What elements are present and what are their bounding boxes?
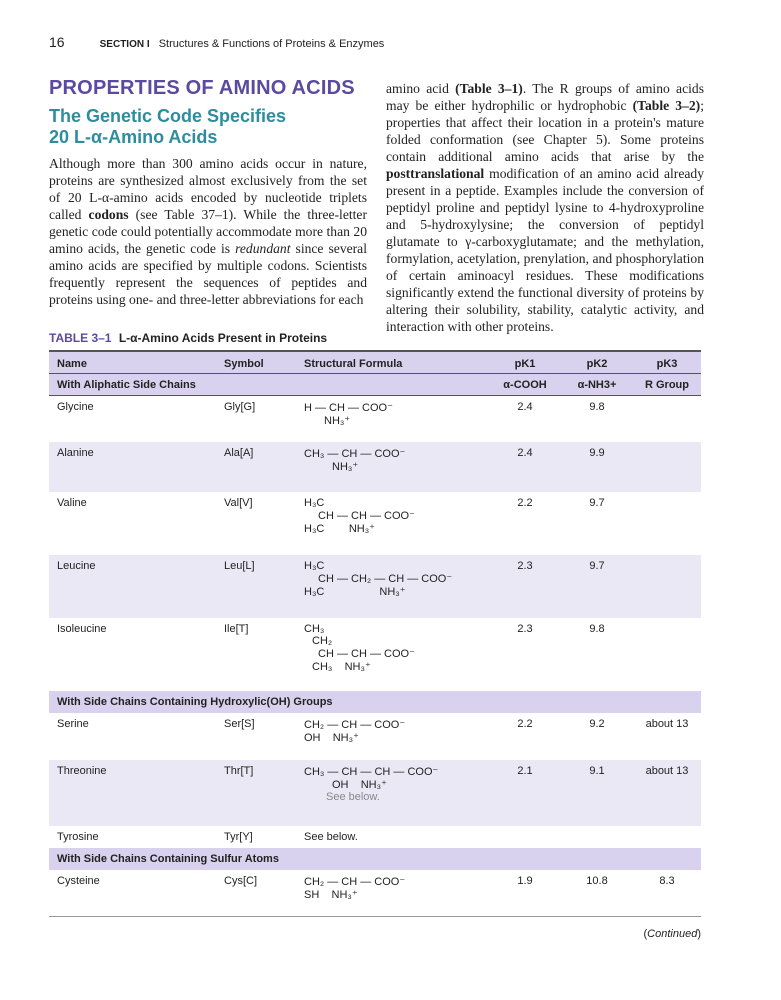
col-header-pk3: pK3 [656,358,678,370]
structural-formula [296,442,489,492]
table-row-cysteine [49,870,701,916]
intro-paragraph [49,155,367,308]
table-row-threonine [49,760,701,826]
pk1-subheader: α-COOH [503,378,547,391]
table-row-glycine [49,395,701,442]
amino-acid-name: Cysteine [57,875,100,887]
pk3-value [633,618,701,691]
amino-acid-name: Valine [57,497,87,509]
pk3-value [633,555,701,618]
formula-line: CH₂ — CH — COO⁻ [304,719,406,731]
group-label: With Aliphatic Side Chains [57,378,196,391]
right-column [386,80,704,335]
pk3-value [633,442,701,492]
term-posttranslational: posttranslational [386,166,485,181]
formula-line: NH₃⁺ [332,461,359,473]
subheading-line-2: 20 L-α-Amino Acids [49,127,218,147]
table-ref-3-2: (Table 3–2) [632,98,701,113]
amino-acid-name: Glycine [57,400,94,413]
pk2-value: 10.8 [586,875,608,887]
formula-line: OH NH₃⁺ [332,779,387,791]
table-row-leucine [49,555,701,618]
term-codons: codons [88,207,129,222]
amino-acid-table [49,350,701,917]
pk3-value: about 13 [645,765,689,777]
text-run: modification of an amino acid already present in a peptide. Examples include the conversion of peptidyl proline and peptidyl lysine to 4-hydroxyproline and 5-hydroxylysine; the conversion of peptidyl glutamate to γ-carboxyglutamate; and the methylation, formylation, acetylation, prenylation, and phosphorylation of certain aminoacyl residues. These modifications significantly extend the functional diversity of proteins by altering their solubility, stability, catalytic activity, and interaction with other proteins. [386,166,704,334]
structural-formula: See below. [304,831,358,843]
formula-line: CH₃ — CH — CH — COO⁻ [304,766,439,778]
pk2-subheader: α-NH3+ [577,378,617,391]
formula-line: CH₂ [312,635,333,647]
section-heading: PROPERTIES OF AMINO ACIDS [49,77,355,99]
pk1-value: 1.9 [517,875,533,887]
pk3-value [633,492,701,555]
pk3-value [633,826,701,848]
formula-line: H — CH — COO⁻ [304,401,393,414]
formula-line: CH₃ — CH — COO⁻ [304,448,406,460]
structural-formula [296,618,489,691]
amino-acid-symbol: Ala[A] [224,447,254,459]
formula-line: OH NH₃⁺ [304,732,359,744]
text-run: since several amino acids are specified by multiple codons. Scientists frequently represent the sequences of peptides and proteins using one- and three-letter abbreviations for each [49,241,367,307]
formula-line: CH — CH — COO⁻ [318,648,415,660]
pk2-value: 9.8 [589,623,605,635]
formula-line: H₃C NH₃⁺ [304,523,375,535]
page-number: 16 [49,34,65,50]
pk2-value: 9.1 [589,765,605,777]
subheading-line-1: The Genetic Code Specifies [49,106,287,126]
pk1-value: 2.2 [517,497,533,509]
section-label: SECTION I [99,39,150,50]
group-row-aliphatic [49,373,701,395]
pk2-value: 9.8 [589,400,605,413]
amino-acid-name: Alanine [57,447,94,459]
subsection-heading [49,106,367,148]
left-column [49,77,367,308]
formula-line: CH₂ — CH — COO⁻ [304,876,406,888]
pk1-value: 2.1 [517,765,533,777]
amino-acid-symbol: Tyr[Y] [224,831,253,843]
table-row-isoleucine [49,618,701,691]
amino-acid-name: Leucine [57,560,96,572]
text-run: Although more than 300 amino acids occur in nature, proteins are synthesized almost exclusively from the set of 20 L-α-amino acids encoded by nucleotide triplets called [49,156,367,222]
group-label: With Side Chains Containing Hydroxylic(OH) Groups [57,696,333,708]
col-header-symbol: Symbol [224,358,264,370]
pk2-value: 9.7 [589,497,605,509]
section-title: Structures & Functions of Proteins & Enzymes [158,38,385,50]
formula-line: CH₃ [304,623,325,635]
amino-acid-name: Threonine [57,765,107,777]
amino-acid-symbol: Thr[T] [224,765,254,777]
amino-acid-symbol: Ser[S] [224,718,255,730]
structural-formula [296,713,489,760]
table-number: TABLE 3–1 [49,331,112,345]
table-row-serine [49,713,701,760]
group-label: With Side Chains Containing Sulfur Atoms [57,853,279,865]
table-row-tyrosine [49,826,701,848]
formula-line: CH₃ NH₃⁺ [312,661,371,673]
pk1-value [489,826,561,848]
text-run: ; properties that affect their location in a protein's mature folded conformation (see Chapter 5). Some proteins contain additional amino acids that arise by the [386,98,704,164]
formula-line: H₃C NH₃⁺ [304,586,406,598]
pk2-value [561,826,633,848]
amino-acid-symbol: Leu[L] [224,560,255,572]
col-header-pk2: pK2 [586,358,608,370]
continued-note: (Continued) [643,928,701,940]
continued-label: Continued [647,928,698,940]
group-row-hydroxylic [49,691,701,713]
pk1-value: 2.4 [517,447,533,459]
text-run: (see Table 37–1). While the three-letter genetic code could potentially accommodate more than 20 amino acids, the genetic code is [49,207,367,256]
pk1-value: 2.3 [517,623,533,635]
formula-line: CH — CH₂ — CH — COO⁻ [318,573,453,585]
formula-line: SH NH₃⁺ [304,889,358,901]
col-header-formula: Structural Formula [304,358,403,370]
structural-formula [296,760,489,826]
pk2-value: 9.7 [589,560,605,572]
amino-acid-symbol: Ile[T] [224,623,249,635]
amino-acid-symbol: Cys[C] [224,875,257,887]
text-run: amino acid [386,81,456,96]
amino-acid-name: Tyrosine [57,831,99,843]
term-redundant: redundant [235,241,291,256]
pk1-value: 2.4 [517,400,533,413]
structural-formula [296,870,489,916]
pk3-value [633,395,701,442]
amino-acid-symbol: Val[V] [224,497,253,509]
running-header [49,34,384,50]
group-row-sulfur [49,848,701,870]
amino-acid-name: Isoleucine [57,623,107,635]
table-title: L-α-Amino Acids Present in Proteins [118,331,328,345]
structural-formula [296,555,489,618]
pk1-value: 2.2 [517,718,533,730]
table-header-row [49,351,701,373]
table-row-alanine [49,442,701,492]
formula-line: NH₃⁺ [324,414,351,427]
structural-formula [296,492,489,555]
amino-acid-name: Serine [57,718,89,730]
formula-line: CH — CH — COO⁻ [318,510,415,522]
table-caption [49,331,327,345]
formula-note: See below. [326,791,380,803]
pk2-value: 9.9 [589,447,605,459]
pk2-value: 9.2 [589,718,605,730]
continuation-paragraph [386,80,704,335]
text-run: . The R groups of amino acids may be either hydrophilic or hydrophobic [386,81,704,113]
pk1-value: 2.3 [517,560,533,572]
pk3-value: 8.3 [659,875,675,887]
table-ref-3-1: (Table 3–1) [455,81,523,96]
pk3-value: about 13 [645,718,689,730]
pk3-subheader: R Group [645,378,689,391]
col-header-pk1: pK1 [514,358,536,370]
table-row-valine [49,492,701,555]
col-header-name: Name [57,358,87,370]
structural-formula [296,395,489,442]
amino-acid-symbol: Gly[G] [224,400,256,413]
formula-line: H₃C [304,560,325,572]
formula-line: H₃C [304,497,325,509]
